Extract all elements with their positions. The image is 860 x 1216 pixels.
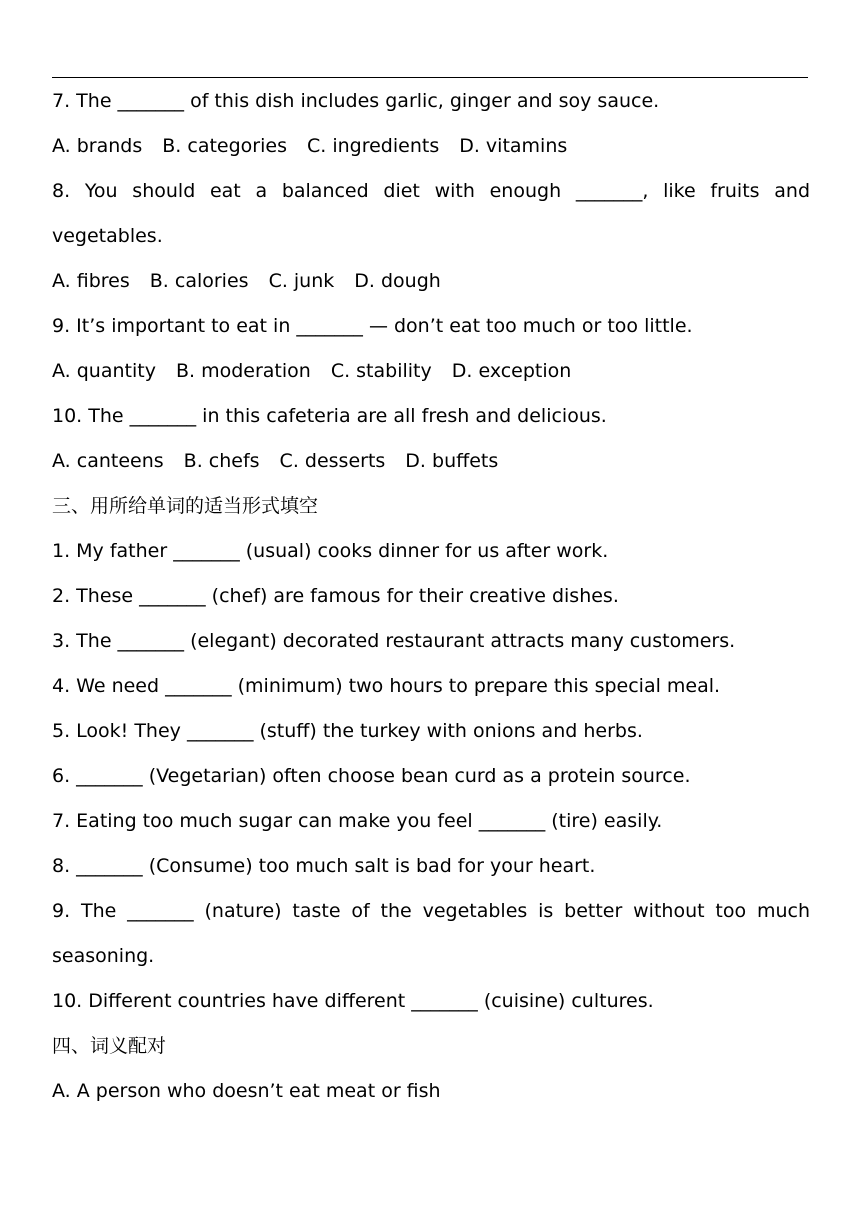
option-b: B. categories — [162, 135, 287, 157]
option-b: B. chefs — [183, 450, 260, 472]
fill-item-10: 10. Different countries have different _______ (cuisine) cultures. — [52, 990, 654, 1012]
fill-item-3: 3. The _______ (elegant) decorated restaurant attracts many customers. — [52, 630, 736, 652]
question-7-options — [52, 124, 810, 169]
option-d: D. buffets — [405, 450, 499, 472]
question-10: 10. The _______ in this cafeteria are all fresh and delicious. — [52, 405, 607, 427]
option-d: D. dough — [354, 270, 441, 292]
fill-item-5: 5. Look! They _______ (stuff) the turkey with onions and herbs. — [52, 720, 643, 742]
question-7: 7. The _______ of this dish includes garlic, ginger and soy sauce. — [52, 90, 660, 112]
option-b: B. calories — [149, 270, 249, 292]
fill-item-6: 6. _______ (Vegetarian) often choose bean curd as a protein source. — [52, 765, 691, 787]
header-rule — [52, 77, 808, 78]
option-a: A. brands — [52, 135, 143, 157]
option-a: A. canteens — [52, 450, 164, 472]
worksheet-content — [52, 79, 810, 1114]
option-b: B. moderation — [175, 360, 311, 382]
question-8-line-1: 8. You should eat a balanced diet with enough _______, like fruits and — [52, 180, 810, 202]
option-c: C. ingredients — [306, 135, 440, 157]
question-10-options — [52, 439, 810, 484]
option-a: A. quantity — [52, 360, 156, 382]
question-8-line-2: vegetables. — [52, 225, 163, 247]
fill-item-2: 2. These _______ (chef) are famous for their creative dishes. — [52, 585, 619, 607]
fill-item-9-line-2: seasoning. — [52, 945, 155, 967]
option-c: C. desserts — [279, 450, 386, 472]
fill-item-7: 7. Eating too much sugar can make you feel _______ (tire) easily. — [52, 810, 663, 832]
fill-item-1: 1. My father _______ (usual) cooks dinner for us after work. — [52, 540, 609, 562]
fill-item-4: 4. We need _______ (minimum) two hours to prepare this special meal. — [52, 675, 721, 697]
fill-item-8: 8. _______ (Consume) too much salt is bad for your heart. — [52, 855, 596, 877]
option-c: C. stability — [330, 360, 432, 382]
option-c: C. junk — [268, 270, 335, 292]
matching-item-a: A. A person who doesn’t eat meat or fish — [52, 1080, 441, 1102]
question-9-options — [52, 349, 810, 394]
option-a: A. fibres — [52, 270, 130, 292]
option-d: D. exception — [451, 360, 572, 382]
option-d: D. vitamins — [459, 135, 568, 157]
fill-item-9-line-1: 9. The _______ (nature) taste of the vegetables is better without too much — [52, 900, 810, 922]
section-4-heading: 四、词义配对 — [52, 1035, 167, 1057]
section-3-heading: 三、用所给单词的适当形式填空 — [52, 495, 319, 517]
question-8-options — [52, 259, 810, 304]
question-9: 9. It’s important to eat in _______ — don’t eat too much or too little. — [52, 315, 693, 337]
